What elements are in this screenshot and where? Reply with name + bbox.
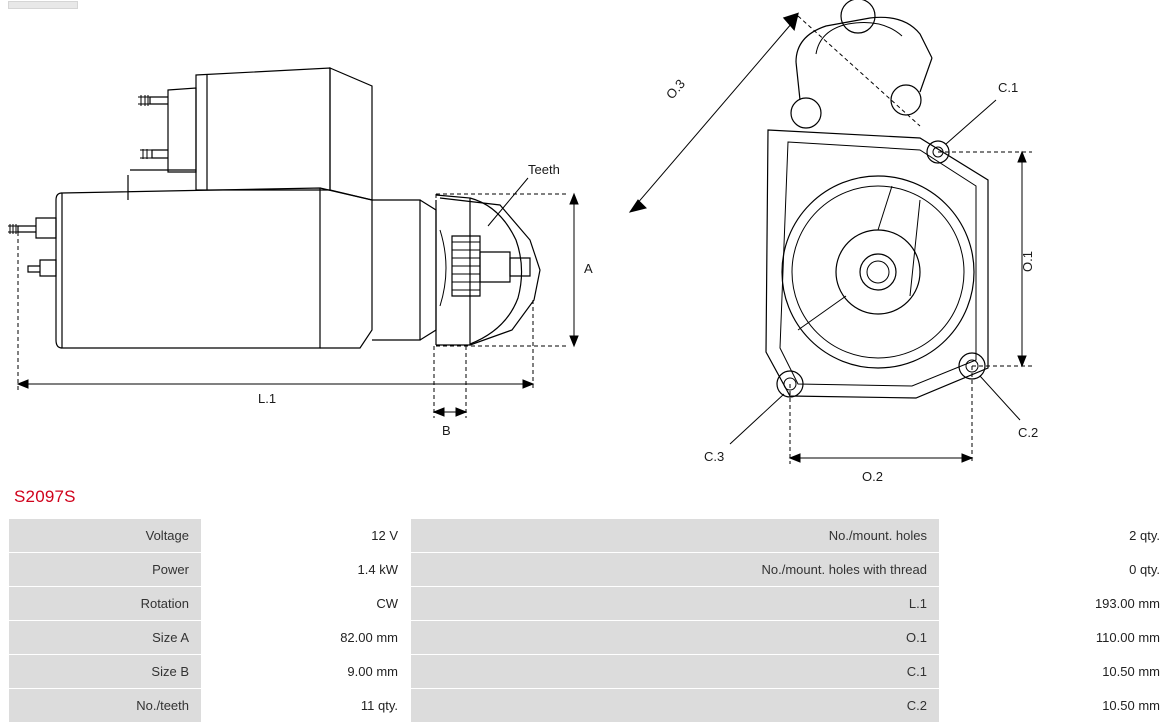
label-o2: O.2 (862, 469, 883, 484)
table-row (9, 587, 1173, 621)
label-c3: C.3 (704, 449, 725, 464)
label-size-b: B (442, 423, 451, 438)
spec-label2: L.1 (411, 587, 940, 621)
table-row (9, 689, 1173, 723)
label-o1: O.1 (1020, 251, 1035, 272)
table-row (9, 621, 1173, 655)
label-o3: O.3 (662, 76, 689, 102)
spec-value2: 0 qty. (940, 553, 1173, 587)
spec-label2: O.1 (411, 621, 940, 655)
spec-label2: No./mount. holes with thread (411, 553, 940, 587)
spec-label2: C.1 (411, 655, 940, 689)
specification-table (8, 518, 1160, 723)
label-size-a: A (584, 261, 593, 276)
table-row (9, 655, 1173, 689)
spec-value: 9.00 mm (202, 655, 411, 689)
spec-label2: No./mount. holes (411, 519, 940, 553)
spec-value: 11 qty. (202, 689, 411, 723)
table-row (9, 553, 1173, 587)
spec-label: Power (9, 553, 202, 587)
spec-value2: 10.50 mm (940, 655, 1173, 689)
spec-label: Rotation (9, 587, 202, 621)
spec-value2: 2 qty. (940, 519, 1173, 553)
spec-value: 12 V (202, 519, 411, 553)
starter-front-view (620, 0, 1080, 486)
label-length-l1: L.1 (258, 391, 277, 406)
label-c1: C.1 (998, 80, 1019, 95)
label-c2: C.2 (1018, 425, 1039, 440)
spec-label2: C.2 (411, 689, 940, 723)
spec-value2: 193.00 mm (940, 587, 1173, 621)
starter-side-view (0, 0, 620, 486)
spec-value2: 10.50 mm (940, 689, 1173, 723)
spec-value2: 110.00 mm (940, 621, 1173, 655)
table-row (9, 519, 1173, 553)
spec-value: 1.4 kW (202, 553, 411, 587)
spec-label: Voltage (9, 519, 202, 553)
spec-value: CW (202, 587, 411, 621)
part-number: S2097S (14, 487, 76, 506)
spec-value: 82.00 mm (202, 621, 411, 655)
spec-label: Size A (9, 621, 202, 655)
label-teeth: Teeth (528, 162, 560, 177)
spec-label: Size B (9, 655, 202, 689)
spec-label: No./teeth (9, 689, 202, 723)
